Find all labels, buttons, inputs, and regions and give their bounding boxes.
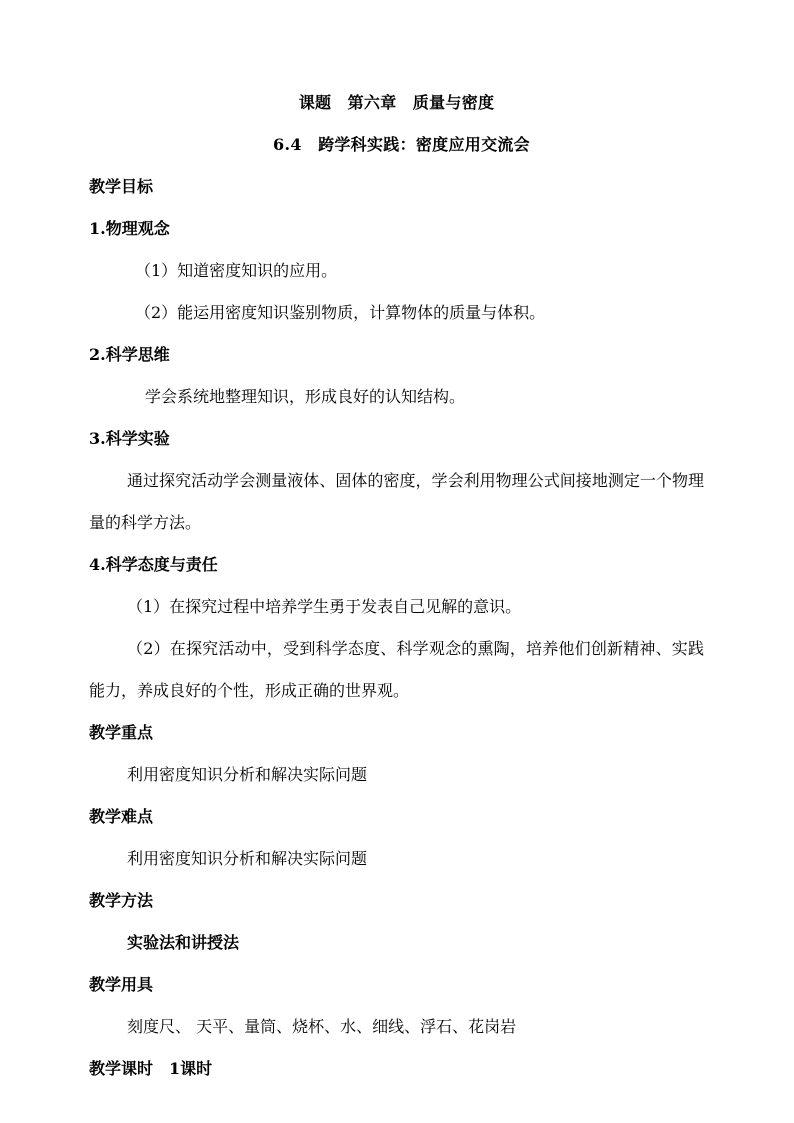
attitude-responsibility-item-1: （1）在探究过程中培养学生勇于发表自己见解的意识。 — [127, 597, 522, 616]
physics-concept-item-2: （2）能运用密度知识鉴别物质，计算物体的质量与体积。 — [135, 303, 546, 322]
tools-text: 刻度尺、 天平、量筒、烧杯、水、细线、浮石、花岗岩 — [127, 1017, 517, 1036]
scientific-experiment-text: 通过探究活动学会测量液体、固体的密度，学会利用物理公式间接地测定一个物理量的科学方法。 — [89, 471, 704, 532]
document-subtitle: 6.4 跨学科实践：密度应用交流会 — [273, 135, 530, 154]
attitude-responsibility-item-2: （2）在探究活动中，受到科学态度、科学观念的熏陶，培养他们创新精神、实践能力，养成良好的个性，形成正确的世界观。 — [89, 639, 704, 700]
attitude-responsibility-heading: 4.科学态度与责任 — [89, 555, 218, 574]
key-points-text: 利用密度知识分析和解决实际问题 — [127, 765, 368, 784]
document-title: 课题 第六章 质量与密度 — [298, 93, 495, 112]
difficulties-text: 利用密度知识分析和解决实际问题 — [127, 849, 368, 868]
tools-heading: 教学用具 — [89, 975, 154, 994]
methods-heading: 教学方法 — [89, 891, 154, 910]
physics-concept-heading: 1.物理观念 — [89, 219, 170, 238]
physics-concept-item-1: （1）知道密度知识的应用。 — [135, 261, 338, 280]
difficulties-heading: 教学难点 — [89, 807, 154, 826]
key-points-heading: 教学重点 — [89, 723, 154, 742]
scientific-thinking-heading: 2.科学思维 — [89, 345, 170, 364]
objectives-heading: 教学目标 — [89, 177, 154, 196]
scientific-thinking-text: 学会系统地整理知识，形成良好的认知结构。 — [145, 387, 466, 406]
methods-text: 实验法和讲授法 — [127, 933, 240, 952]
scientific-experiment-heading: 3.科学实验 — [89, 429, 170, 448]
course-time-heading: 教学课时 1课时 — [89, 1059, 213, 1078]
